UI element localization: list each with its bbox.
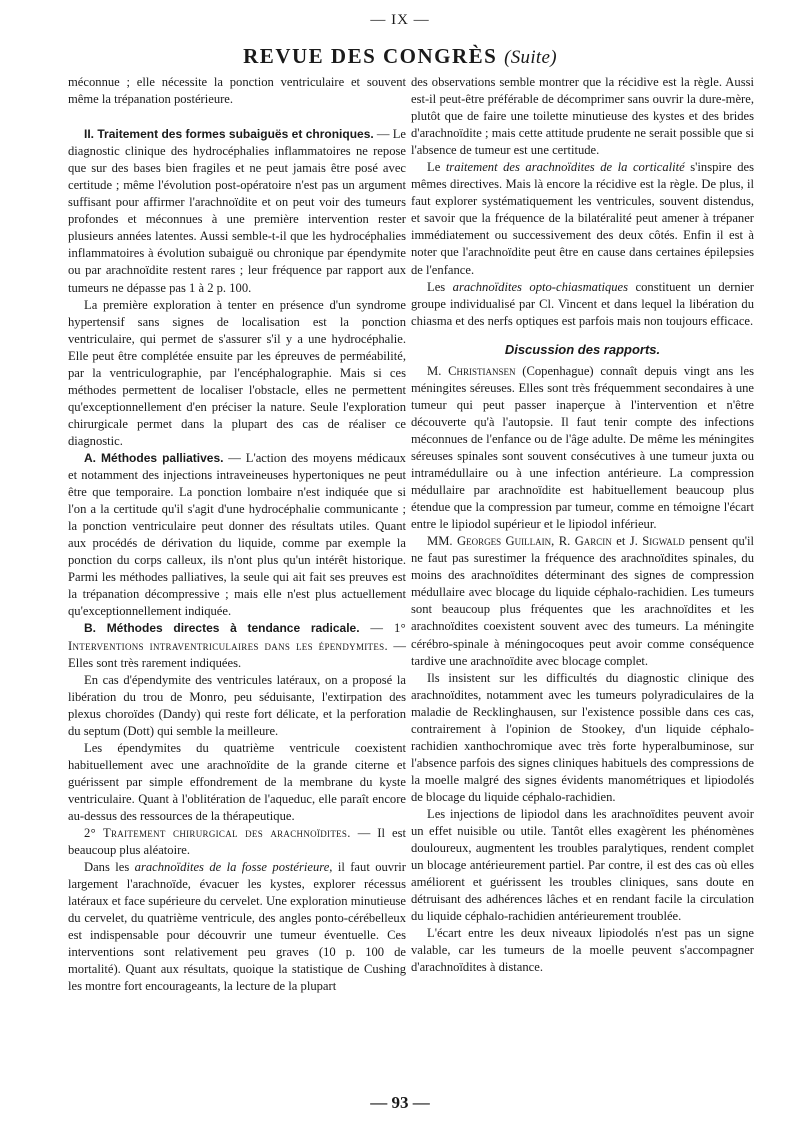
- italic-term: arachnoïdites opto-chiasmatiques: [452, 279, 629, 294]
- paragraph-text: MM.: [427, 534, 457, 549]
- section-2-paragraph: [68, 825, 406, 859]
- paragraph-text: — Le diagnostic clinique des hydrocéphalies inflammatoires ne repose que sur des bases bien fragiles et ne peut jamais être posé avec certitude ; même l'évolution post-opératoire n'est pas un argument suffisant pour affirmer l'arachnoïdite et on peut voir des tumeurs profondes et méconnues à une première intervention rester plusieurs années latentes. Aussi semble-t-il que les hydrocéphalies inflammatoires à évolution subaiguë ou chronique par épendymite ou par arachnoïdite restent rares ; leur fréquence par rapport aux tumeurs ne dépasse pas 1 à 2 p. 100.: [68, 127, 406, 295]
- paragraph: [411, 159, 754, 278]
- subsection-heading: — 1° Interventions intraventriculaires dans les épendymites.: [68, 621, 406, 653]
- italic-term: traitement des arachnoïdites de la corticalité: [445, 160, 685, 175]
- author-names: Georges Guillain, R. Garcin: [457, 534, 612, 549]
- section-heading: B. Méthodes directes à tendance radicale.: [84, 621, 360, 636]
- section-a-paragraph: [68, 450, 406, 620]
- paragraph-text: (Copenhague) connaît depuis vingt ans les méningites séreuses. Elles sont très fréquemment secondaires à une tumeur qui peut passer inaperçue à l'intervention et n'être découverte qu'à l'autopsie. Il faut tenir compte des infections méconnues de l'enfance ou de l'âge adulte. De même les méningites séreuses spinales sont souvent consécutives à une tumeur juxta ou intramédullaire ou à une infection antérieure. La compression médullaire par arachnoïdite est habituellement beaucoup plus étendue que la compression par tumeur, comme en témoigne l'écart entre le lipiodol supérieur et le lipiodol inférieur.: [411, 363, 755, 532]
- paragraph: La première exploration à tenter en présence d'un syndrome hypertensif sans signes de localisation est la ponction ventriculaire, qui permet de s'assurer s'il y a une hydrocéphalie. Elle peut être complétée ensuite par les épreuves de perméabilité, par la ventriculographie, par l'encéphalographie. Mais si ces méthodes permettent de localiser l'obstacle, elles ne permettent qu'exceptionnellement d'en préciser la nature. Seule l'exploration chirurgicale permet dans la plupart des cas de réaliser ce diagnostic.: [68, 297, 406, 448]
- header-title: REVUE DES CONGRÈS: [243, 44, 498, 68]
- paragraph-text: pensent qu'il ne faut pas surestimer la fréquence des arachnoïdites spinales, du moins des arachnoïdites déterminant des signes de compression médullaire avec blocage du liquide céphalo-rachidien. Les tumeurs sont beaucoup plus fréquentes que les arachnoïdites et les arachnoïdites coexistent souvent avec des tumeurs. La méningite cérébro-spinale à méningocoques peut avoir comme conséquence tardive une arachnoïdite avec blocage complet.: [411, 534, 755, 668]
- author-name: J. Sigwald: [629, 534, 685, 549]
- paragraph-text: et: [611, 534, 630, 549]
- left-column: [68, 74, 406, 995]
- paragraph-text: Les: [427, 279, 453, 294]
- subsection-heading: 2° Traitement chirurgical des arachnoïdites.: [84, 826, 351, 841]
- paragraph: En cas d'épendymite des ventricules latéraux, on a proposé la libération du trou de Monro, peu séduisante, l'extirpation des plexus choroïdes (Dandy) qui reste fort délicate, et la perforation du septum (Dott) qui semble la meilleure.: [68, 672, 406, 738]
- section-heading: A. Méthodes palliatives.: [84, 450, 224, 465]
- paragraph-text: , il faut ouvrir largement l'arachnoïde, évacuer les kystes, explorer récessus latéraux et face supérieure du cervelet. Une exploration minutieuse du cervelet, du quatrième ventricule, des angles ponto-cérébelleux est indispensable pour découvrir une tumeur éventuelle. Ces interventions sont relativement peu graves (10 p. 100 de mortalité). Quant aux résultats, quoique la statistique de Cushing les montre fort encourageants, la lecture de la plupart: [68, 860, 406, 994]
- paragraph: [411, 363, 754, 533]
- italic-term: arachnoïdites de la fosse postérieure: [134, 860, 330, 875]
- paragraph-text: constituent un dernier groupe individualisé par Cl. Vincent et dans lequel la libération du chiasma et des nerfs optiques est parfois mais non toujours efficace.: [411, 279, 754, 328]
- paragraph: Ils insistent sur les difficultés du diagnostic clinique des arachnoïdites, notamment avec les tumeurs polyradiculaires de la maladie de Recklinghausen, sur l'existence possible dans ces cas, contrairement à l'opinion de Stookey, d'un liquide céphalo-rachidien xanthochromique avec très forte hyperalbuminose, sur l'absence parfois des signes cliniques habituels des compressions de la moelle malgré des signes évidents manométriques et lipiodolés de blocage du liquide céphalo-rachidien.: [411, 670, 754, 804]
- paragraph-text: — L'action des moyens médicaux et notamment des injections intraveineuses hypertoniques ne peut être que temporaire. La ponction lombaire n'est indiquée que si l'on a la certitude qu'il s'agit d'une hydrocéphalie communicante ; la ponction ventriculaire peut donner des résultats utiles. Quant aux procédés de dérivation du liquide, comme par exemple la ponction du corps calleux, ils n'ont plus qu'un intérêt historique. Parmi les méthodes palliatives, la seule qui ait fait ses preuves est la trépanation décompressive ; mais elle n'est plus actuellement qu'exceptionnellement indiquée.: [68, 450, 406, 619]
- arabic-page-number: — 93 —: [370, 1093, 430, 1112]
- paragraph: [411, 279, 754, 330]
- paragraph-text: M.: [427, 363, 449, 378]
- paragraph: L'écart entre les deux niveaux lipiodolés n'est pas un signe valable, car les tumeurs de la moelle peuvent s'accompagner d'arachnoïdites à distance.: [411, 926, 754, 975]
- section-heading: II. Traitement des formes subaiguës et chroniques.: [84, 127, 374, 142]
- paragraph-text: Le: [427, 160, 446, 175]
- section-b-paragraph: [68, 620, 406, 671]
- discussion-heading: Discussion des rapports.: [504, 341, 661, 357]
- paragraph: [68, 859, 406, 995]
- paragraph: Les épendymites du quatrième ventricule coexistent habituellement avec une arachnoïdite de la grande citerne et guérissent par simple effondrement de la membrane du kyste ventriculaire. Quant à l'oblitération de l'aqueduc, elle paraît encore au-dessus des ressources de la thérapeutique.: [68, 740, 406, 823]
- paragraph: méconnue ; elle nécessite la ponction ventriculaire et souvent même la trépanation postérieure.: [68, 75, 406, 107]
- paragraph-text: Dans les: [84, 860, 135, 875]
- paragraph-text: — Il est beaucoup plus aléatoire.: [68, 826, 406, 858]
- paragraph-text: — Elles sont très rarement indiquées.: [68, 638, 407, 670]
- paragraph: des observations semble montrer que la récidive est la règle. Aussi est-il peut-être préférable de décomprimer sans ouvrir la dure-mère, plutôt que de faire une toilette minutieuse des kystes et des brides d'arachnoïdite ; mais cette attitude prudente ne serait possible que si l'absence de tumeur est une certitude.: [411, 75, 754, 158]
- paragraph-text: s'inspire des mêmes directives. Mais là encore la récidive est la règle. De plus, il faut explorer systématiquement les ventricules, souvent distendus, et savoir que la fréquence de la bilatéralité peut amener à trépaner immédiatement ou successivement des deux côtés. Enfin il est à noter que l'arachnoïdite peut être en cause dans certaines épilepsies de l'enfance.: [411, 160, 754, 277]
- roman-page-number: — IX —: [370, 12, 430, 28]
- paragraph: [411, 533, 754, 669]
- paragraph: Les injections de lipiodol dans les arachnoïdites peuvent avoir un effet nuisible ou utile. Tantôt elles exagèrent les phénomènes douloureux, augmentent les troubles paralytiques, rendent complet un blocage antérieurement partiel. Par contre, il est des cas où elles améliorent et guérissent les troubles cliniques, sans doute en détruisant des adhérences lâches et en rendant facile la circulation du liquide céphalo-rachidien antérieurement troublée.: [411, 806, 754, 924]
- running-header: [0, 44, 800, 69]
- section-ii-paragraph: [68, 126, 406, 296]
- header-suite: (Suite): [504, 47, 557, 68]
- right-column: [411, 74, 754, 976]
- author-name: Christiansen: [448, 363, 516, 378]
